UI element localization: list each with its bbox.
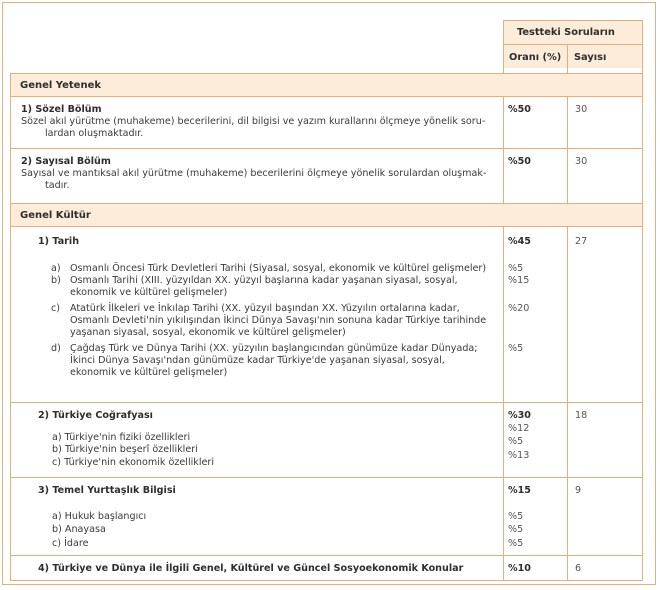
cografya-item-rate: %5 xyxy=(508,436,524,447)
rule xyxy=(10,203,643,204)
tarih-rate: %45 xyxy=(508,236,531,247)
tarih-item-text: Osmanlı Öncesi Türk Devletleri Tarihi (Siyasal, sosyal, ekonomik ve kültürel gelişmeler) xyxy=(70,263,487,274)
tarih-item-marker: c) xyxy=(51,303,61,314)
sayisal-rate: %50 xyxy=(508,156,531,167)
tarih-item-rate: %20 xyxy=(508,303,530,314)
rule xyxy=(642,20,643,74)
cografya-count: 18 xyxy=(575,410,588,421)
rule xyxy=(10,402,643,403)
rule xyxy=(10,580,643,581)
yurttaslik-count: 9 xyxy=(575,485,582,496)
rule xyxy=(10,96,643,97)
tarih-item-text: Çağdaş Türk ve Dünya Tarihi (XX. yüzyılın başlangıcından günümüze kadar Dünyada; xyxy=(70,343,478,354)
guncel-rate: %10 xyxy=(508,563,531,574)
cografya-item-text: a) Türkiye'nin fiziki özellikleri xyxy=(52,432,191,443)
yurttaslik-item-rate: %5 xyxy=(508,524,524,535)
tarih-item-text: Atatürk İlkeleri ve İnkılap Tarihi (XX. yüzyıl başından XX. Yüzyılın ortalarına kadar, xyxy=(70,303,460,314)
rule xyxy=(567,96,568,204)
rule xyxy=(10,73,643,74)
section-band-genel-yetenek xyxy=(10,74,642,96)
rule xyxy=(503,20,504,74)
rule xyxy=(503,96,504,204)
header-group-label: Testteki Soruların xyxy=(517,27,615,38)
rule xyxy=(567,44,568,74)
header-rate-label: Oranı (%) xyxy=(509,52,562,63)
section-band-genel-kultur xyxy=(10,204,642,226)
tarih-item-text: ekonomik ve kültürel gelişmeler) xyxy=(70,367,228,378)
tarih-item-rate: %5 xyxy=(508,343,524,354)
tarih-item-marker: b) xyxy=(51,275,61,286)
cografya-item-rate: %12 xyxy=(508,423,530,434)
sozel-title: 1) Sözel Bölüm xyxy=(21,104,102,115)
sozel-rate: %50 xyxy=(508,104,531,115)
section-title-genel-yetenek: Genel Yetenek xyxy=(20,80,102,91)
yurttaslik-rate: %15 xyxy=(508,485,531,496)
sayisal-title: 2) Sayısal Bölüm xyxy=(21,156,111,167)
tarih-item-rate: %15 xyxy=(508,275,530,286)
tarih-item-marker: a) xyxy=(51,263,61,274)
sayisal-desc: tadır. xyxy=(45,180,70,191)
rule xyxy=(567,226,568,581)
rule xyxy=(503,226,504,581)
tarih-item-marker: d) xyxy=(51,343,61,354)
tarih-item-rate: %5 xyxy=(508,263,524,274)
cografya-title: 2) Türkiye Coğrafyası xyxy=(38,410,153,421)
header-count-label: Sayısı xyxy=(574,52,607,63)
guncel-count: 6 xyxy=(575,563,582,574)
yurttaslik-title: 3) Temel Yurttaşlık Bilgisi xyxy=(38,485,176,496)
cografya-item-text: c) Türkiye'nin ekonomik özellikleri xyxy=(52,457,215,468)
rule xyxy=(503,44,643,45)
cografya-item-rate: %13 xyxy=(508,450,530,461)
sozel-desc: lardan oluşmaktadır. xyxy=(45,128,144,139)
rule xyxy=(10,555,643,556)
sozel-count: 30 xyxy=(575,104,588,115)
tarih-title: 1) Tarih xyxy=(38,236,80,247)
guncel-title: 4) Türkiye ve Dünya ile İlgili Genel, Kültürel ve Güncel Sosyoekonomik Konular xyxy=(38,563,464,574)
yurttaslik-item-rate: %5 xyxy=(508,538,524,549)
sozel-desc: Sözel akıl yürütme (muhakeme) becerilerini, dil bilgisi ve yazım kurallarını ölçmeye yönelik soru- xyxy=(21,116,486,127)
rule xyxy=(10,477,643,478)
tarih-item-text: ekonomik ve kültürel gelişmeler) xyxy=(70,287,228,298)
cografya-item-text: b) Türkiye'nin beşerî özellikleri xyxy=(52,444,198,455)
tarih-item-text: Osmanlı Devleti'nin yıkılışından İkinci Dünya Savaşı'nın sonuna kadar Türkiye tarihinde xyxy=(70,315,487,326)
tarih-count: 27 xyxy=(575,236,588,247)
rule xyxy=(10,226,643,227)
sayisal-desc: Sayısal ve mantıksal akıl yürütme (muhakeme) becerilerini ölçmeye yönelik sorulardan oluşmak- xyxy=(21,168,487,179)
rule xyxy=(10,148,643,149)
tarih-item-text: Osmanlı Tarihi (XIII. yüzyıldan XX. yüzyıl başlarına kadar yaşanan siyasal, sosyal, xyxy=(70,275,458,286)
tarih-item-text: İkinci Dünya Savaşı'ndan günümüze kadar Türkiye'de yaşanan siyasal, sosyal, xyxy=(70,355,445,366)
rule xyxy=(10,73,11,581)
yurttaslik-item-text: c) İdare xyxy=(52,538,89,549)
yurttaslik-item-rate: %5 xyxy=(508,511,524,522)
section-title-genel-kultur: Genel Kültür xyxy=(20,210,91,221)
rule xyxy=(642,73,643,581)
rule xyxy=(503,20,643,21)
yurttaslik-item-text: a) Hukuk başlangıcı xyxy=(52,511,147,522)
sayisal-count: 30 xyxy=(575,156,588,167)
yurttaslik-item-text: b) Anayasa xyxy=(52,524,106,535)
tarih-item-text: yaşanan siyasal, sosyal, ekonomik ve kültürel gelişmeler) xyxy=(70,327,346,338)
cografya-rate: %30 xyxy=(508,410,531,421)
